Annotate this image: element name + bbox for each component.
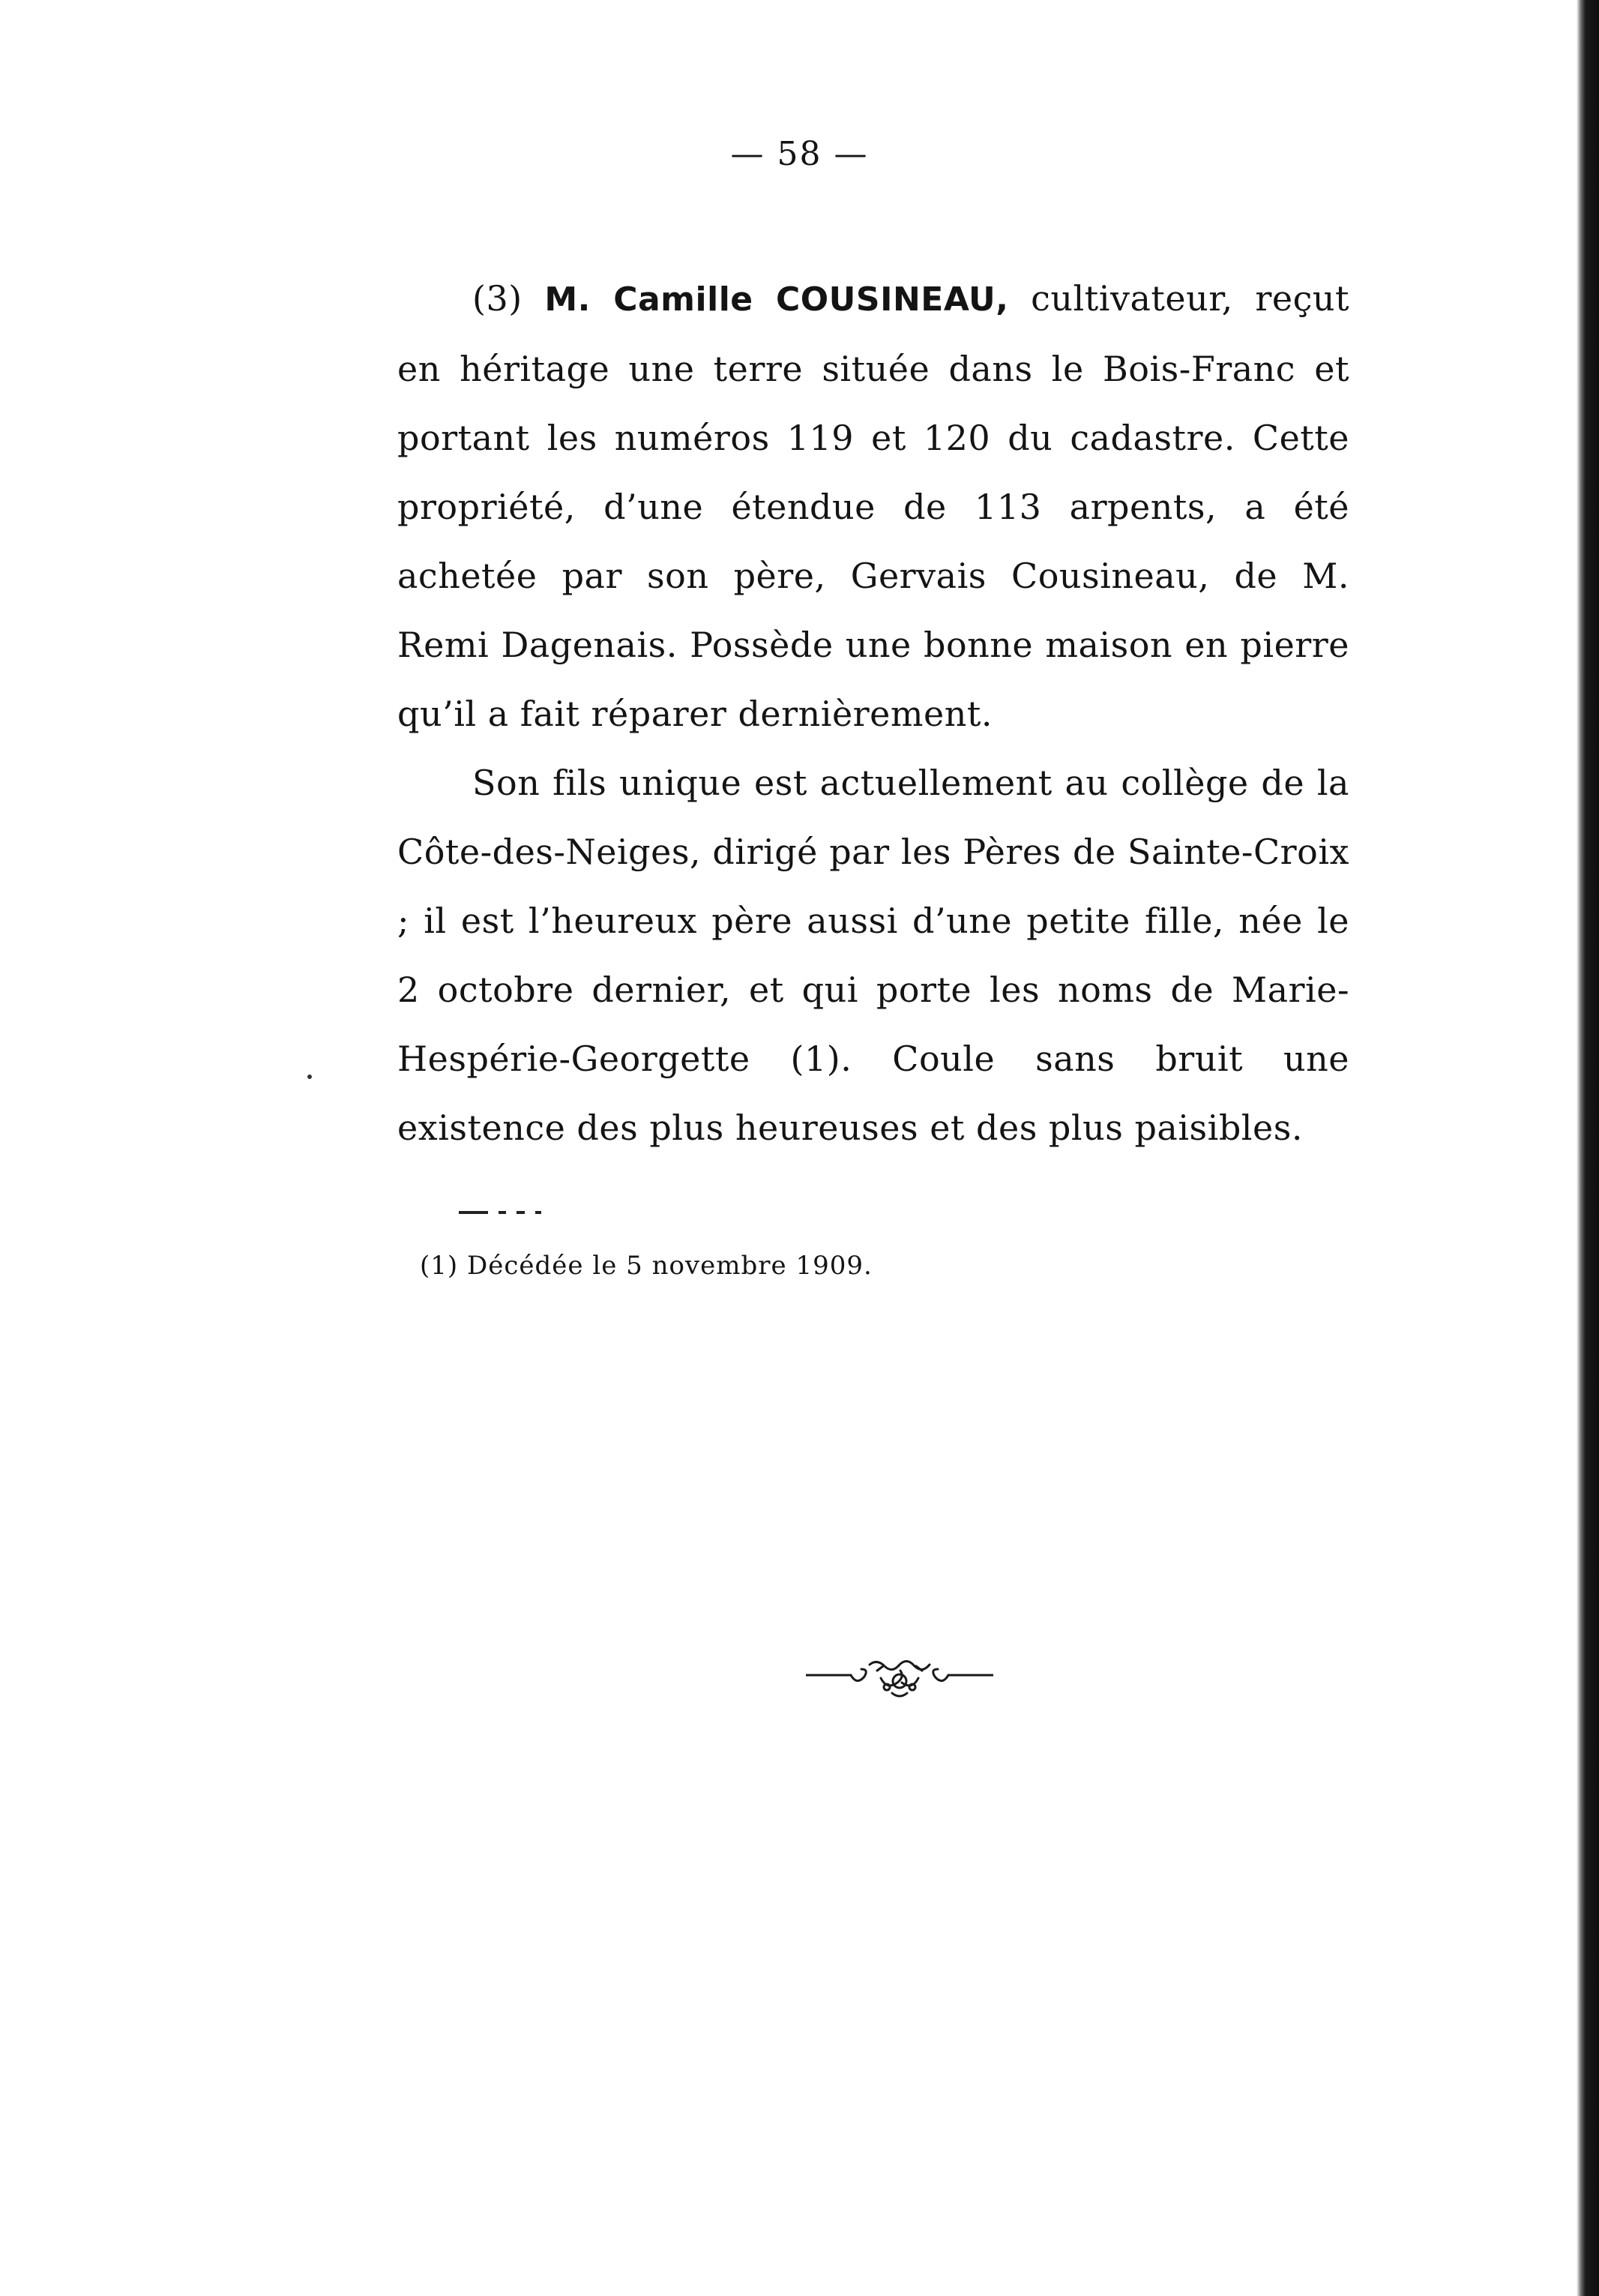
page-edge-shadow <box>1577 0 1599 2296</box>
paragraph-1-text: cultivateur, reçut en héritage une terre située dans le Bois-Franc et portant les numéros 119 et 120 du cadastre. Cette propriété, d’une étendue de 113 arpents, a été achetée par son père, Gervais Cousineau, de M. Remi Dagenais. Possède une bonne maison en pierre qu’il a fait réparer dernièrement. <box>397 278 1350 734</box>
decorative-tailpiece-icon <box>806 1657 993 1702</box>
main-text <box>397 264 1349 1162</box>
stray-mark <box>307 1075 312 1079</box>
paragraph-1 <box>397 264 1349 748</box>
entry-marker: (3) <box>472 278 523 319</box>
paragraph-2: Son fils unique est actuellement au collège de la Côte-des-Neiges, dirigé par les Pères de Sainte-Croix ; il est l’heureux père aussi d’une petite fille, née le 2 octobre dernier, et qui porte les noms de Marie-Hespérie-Georgette (1). Coule sans bruit une existence des plus heureuses et des plus paisibles. <box>397 763 1349 1148</box>
entry-name: M. Camille COUSINEAU, <box>544 280 1009 319</box>
footnote-separator <box>459 1211 541 1214</box>
page-number: — 58 — <box>730 135 869 173</box>
footnote: (1) Décédée le 5 novembre 1909. <box>420 1251 873 1281</box>
